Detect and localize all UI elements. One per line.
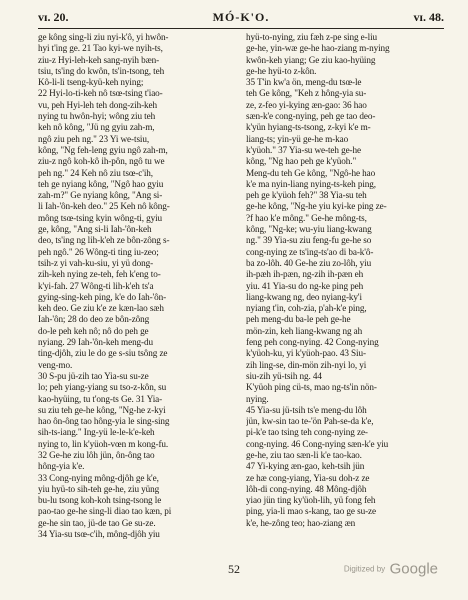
text-line: ting-djôh, ziu le do ge s-siu tsông ze (38, 348, 168, 359)
text-line: ngô ziu peh ng." 23 Yi we-tsiu, (38, 133, 150, 144)
text-line: kông, "Ng-ke; wu-yiu liang-kwang (246, 224, 372, 235)
text-line: mông tsœ-tsing kyin wông-ti, gyiu (38, 212, 163, 223)
text-line: peh ngô." 26 Wông-ti ting iu-zeo; (38, 246, 159, 257)
text-line: ze hæ cong-yiang, Yia-su doh-z ze (246, 472, 370, 483)
text-line: ge-he, ziu tao sæn-li k'e tao-kao. (246, 449, 362, 460)
text-line: kao-hyüing, tu t'ong-ts Ge. 31 Yia- (38, 393, 163, 404)
text-line: 45 Yia-su jü-tsih ts'e meng-du lôh (246, 404, 367, 415)
text-line: yiu hyü-to sih-teh ge-he, ziu yüng (38, 483, 160, 494)
text-line: kông, "Ng feh-leng gyiu ngô zah-m, (38, 144, 168, 155)
text-line: mön-zin, keh liang-kwang ng ah (246, 325, 363, 336)
text-line: zih ling-se, din-mön zih-nyi lo, yi (246, 359, 367, 370)
text-line: lo; peh yiang-yiang su tso-z-kôn, su (38, 382, 167, 393)
text-line: ge kông sing-li ziu nyi-k'ô, yi hwôn- (38, 32, 169, 42)
text-line: sih-ts-iang." Ing-yü le-le-k'e-keh (38, 427, 155, 438)
text-line: keh nô kông, "Jü ng gyiu zah-m, (38, 122, 155, 133)
text-line: k'yüoh-ku, yi k'yüoh-pao. 43 Siu- (246, 348, 366, 359)
text-line: Iah-'ôn; 28 do deo ze bôn-zông (38, 314, 150, 325)
text-line: gying-sing-keh ping, k'e do Iah-'ôn- (38, 291, 167, 302)
text-line: Kô-li-li tseng-kyü-keh nying; (38, 77, 144, 88)
text-line: bu-lu tsong koh-koh tsing-tsong le (38, 495, 162, 506)
text-line: teh ge nyiang kông, "Ngô hao gyiu (38, 178, 164, 189)
text-line: deo, ts'ing ng lih-k'eh ze bôn-zông s- (38, 235, 170, 246)
right-text-column (246, 32, 446, 529)
text-line: pao-tao ge-he sing-li diao tao kæn, pi (38, 506, 172, 517)
text-line: ping, yia-li mao s-kang, tao ge su-ze (246, 506, 376, 517)
text-line: ziu-z ngô koh-kô ih-pôn, ngô tu we (38, 156, 165, 167)
text-line: tsiu, ts'ing do kwôn, ts'in-tsong, teh (38, 65, 165, 76)
text-line: hao ôn-ông tao hông-yia le sing-sing (38, 416, 170, 427)
text-line: nyiang. 29 Iah-'ôn-keh meng-du (38, 337, 153, 348)
text-line: 32 Ge-he ziu lôh jün, ôn-ông tao (38, 449, 155, 460)
text-line: K'yüoh ping cü-ts, mao ng-ts'in nön- (246, 382, 377, 393)
text-line: Meng-du teh Ge kông, "Ngô-he hao (246, 167, 376, 178)
text-line: keh deo. Ge ziu k'e ze kæn-lao sæh (38, 303, 164, 314)
header-chapter-verse-left: vɪ. 20. (38, 10, 69, 24)
text-line: siu-zih yü-tsih ng. 44 (246, 370, 322, 381)
text-line: teh Ge kông, "Keh z hông-yia su- (246, 88, 367, 99)
text-line: 47 Yi-kying æn-gao, keh-tsih jün (246, 461, 365, 472)
text-line: 30 S-pu jü-zih tao Yia-su su-ze (38, 370, 149, 381)
text-line: cong-nying ze ts'ing-ts'ao di ba-k'ô- (246, 246, 374, 257)
text-line: ge-he, yin-wæ ge-he hao-ziang m-nying (246, 43, 390, 54)
text-line: 35 T'in kw'a ön, meng-du tsœ-le (246, 77, 362, 88)
text-line: yiu. 41 Yia-su do ng-ke ping peh (246, 280, 364, 291)
text-line: liang-kwang ng, deo nyiang-ky'i (246, 291, 362, 302)
text-line: hyi t'ing ge. 21 Tao kyi-we nyih-ts, (38, 43, 163, 54)
text-line: li Iah-'ôn-keh deo." 25 Keh nô kông- (38, 201, 170, 212)
text-line: yiao jün ting ky'üoh-lih, yü fong feh (246, 495, 376, 506)
text-line: cong-nying. 46 Cong-nying sæn-k'e yiu (246, 438, 389, 449)
text-line: peh meng-du ba-le peh ge-he (246, 314, 351, 325)
header-book-title: MÓ-K'O. (212, 10, 270, 24)
text-line: lôh-di cong-nying. 48 Mông-djôh (246, 483, 367, 494)
text-line: jün, kw-sin tao te-'ön Pah-se-da k'e, (246, 416, 374, 427)
text-line: nying to, lin k'yüoh-vœn m kong-fu. (38, 438, 169, 449)
text-line: 34 Yia-su tsœ-c'ih, mông-djôh yiu (38, 529, 160, 540)
running-header (38, 10, 444, 28)
text-line: k'yi-fah. 27 Wông-ti lih-k'eh ts'a (38, 280, 154, 291)
text-line: ze, z-feo yi-kying æn-gao: 36 hao (246, 99, 367, 110)
google-logo: Google (389, 560, 438, 578)
text-line: su ziu teh ge-he kông, "Ng-he z-kyi (38, 404, 166, 415)
text-line: zih-keh nying ze-teh, feh k'eng to- (38, 269, 161, 280)
text-line: veng-mo. (38, 359, 73, 370)
watermark-prefix: Digitized by (343, 564, 386, 574)
text-line: nying. (246, 393, 269, 404)
text-line: k'yüoh." 37 Yia-su we-teh ge-he (246, 144, 361, 155)
text-line: 33 Cong-nying mông-djôh ge k'e, (38, 472, 159, 483)
text-line: sæn-k'e cong-nying, peh ge tao deo- (246, 111, 376, 122)
text-line: nying tu hwôn-hyi; wông ziu teh (38, 111, 156, 122)
text-line: k'e ma nyin-liang nying-ts-keh ping, (246, 178, 376, 189)
header-chapter-verse-right: vɪ. 48. (413, 10, 444, 24)
text-line: ge, kông, "Ang si-li Iah-'ôn-keh (38, 224, 152, 235)
text-line: pi-k'e tao tsing teh cong-nying ze- (246, 427, 368, 438)
text-line: ge-he kông, "Ng-he yiu kyi-ke ping ze- (246, 201, 387, 212)
text-line: nyiang t'in, coh-zia, p'ah-k'e ping, (246, 303, 367, 314)
page-number: 52 (228, 562, 240, 576)
text-line: k'yün hyiang-ts-tsong, z-kyi k'e m- (246, 122, 371, 133)
text-line: kông, "Ng hao peh ge k'yüoh." (246, 156, 357, 167)
text-line: ng." 39 Yia-su ziu feng-fu ge-he so (246, 235, 372, 246)
left-text-column (38, 32, 236, 540)
text-line: hyü-to-nying, ziu fæh z-pe sing e-liu (246, 32, 378, 42)
header-rule (38, 28, 444, 29)
text-line: ge-he sin tao, jü-de tao Ge su-ze. (38, 517, 156, 528)
text-line: ih-pæh ih-pæn, ng-zih ih-pæn eh (246, 269, 364, 280)
text-line: 22 Hyi-lo-ti-keh nô tsœ-tsing t'iao- (38, 88, 163, 99)
text-line: feng peh cong-nying. 42 Cong-nying (246, 337, 379, 348)
text-line: hông-yia k'e. (38, 461, 85, 472)
text-line: peh ng." 24 Keh nô ziu tsœ-c'ih, (38, 167, 153, 178)
text-line: liang-ts; yin-yü ge-he m-kao (246, 133, 349, 144)
text-line: zah-m?" Ge nyiang kông, "Ang si- (38, 190, 163, 201)
text-line: ba zo-lôh. 40 Ge-he ziu zo-lôh, yiu (246, 257, 372, 268)
text-line: kwôn-keh yiang; Ge ziu kao-hyüing (246, 54, 376, 65)
text-line: do-le peh keh nô; nô do peh ge (38, 325, 149, 336)
text-line: k'e, he-zông teo; hao-ziang æn (246, 517, 356, 528)
text-line: tsih-z yi vah-ku-siu, yi yü dong- (38, 257, 154, 268)
text-line: ?f hao k'e mông." Ge-he mông-ts, (246, 212, 367, 223)
text-line: ziu-z Hyi-leh-keh sang-nyih bæn- (38, 54, 160, 65)
digitized-watermark (344, 560, 438, 578)
text-line: ge-he hyü-to z-kôn. (246, 65, 317, 76)
text-line: vu, peh Hyi-leh teh dong-zih-keh (38, 99, 158, 110)
text-line: peh ge k'yüoh feh?" 38 Yia-su teh (246, 190, 367, 201)
